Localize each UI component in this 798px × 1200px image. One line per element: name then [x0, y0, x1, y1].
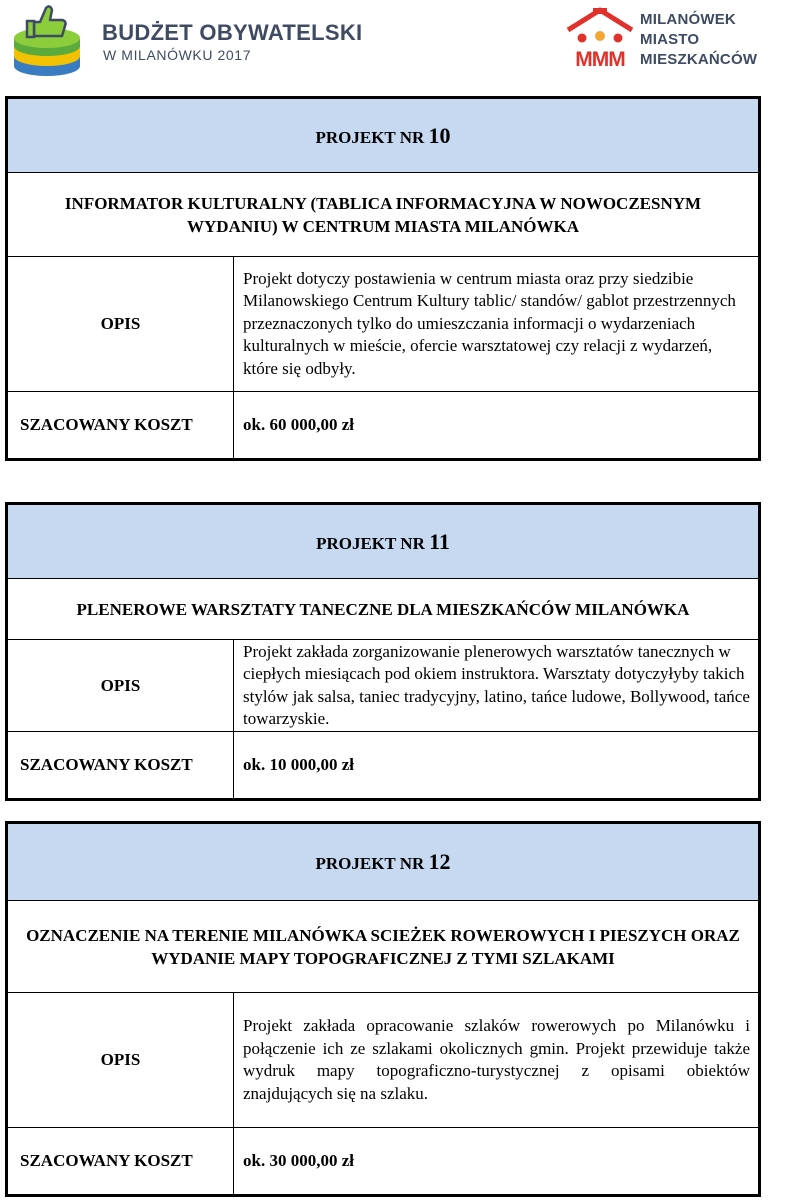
project-description: Projekt dotyczy postawienia w centrum miasta oraz przy siedzibie Milanowskiego Centrum Kultury tablic/ standów/ gablot przestrzennych przeznaczonych tylko do umieszczania informacji o wydarzeniach kulturalnych w mieście, ofercie warsztatowej czy relacji z wydarzeń, które się odbyły. — [234, 257, 760, 392]
project-cost: ok. 10 000,00 zł — [234, 732, 760, 800]
project-number: 10 — [428, 122, 451, 148]
project-number: 11 — [429, 528, 450, 554]
project-header — [7, 98, 760, 173]
project-title: OZNACZENIE NA TERENIE MILANÓWKA SCIEŻEK ROWEROWYCH I PIESZYCH ORAZ WYDANIE MAPY TOPOGRAFICZNEJ Z TYMI SZLAKAMI — [7, 901, 760, 993]
description-label: OPIS — [7, 993, 234, 1128]
cost-label: SZACOWANY KOSZT — [7, 732, 234, 800]
project-header — [7, 823, 760, 901]
cost-label: SZACOWANY KOSZT — [7, 1128, 234, 1196]
project-prefix: PROJEKT NR — [315, 854, 425, 873]
project-title: PLENEROWE WARSZTATY TANECZNE DLA MIESZKAŃCÓW MILANÓWKA — [7, 579, 760, 640]
description-label: OPIS — [7, 640, 234, 732]
project-prefix: PROJEKT NR — [316, 533, 425, 553]
logo-line-mieszkancow: MIESZKAŃCÓW — [640, 51, 758, 68]
mmm-mark: MMM — [575, 48, 625, 70]
project-number: 12 — [428, 849, 451, 874]
project-description: Projekt zakłada opracowanie szlaków rowerowych po Milanówku i połączenie ich ze szlakami okolicznych gmin. Projekt przewiduje także wydruk mapy topograficzno-turystycznej z opisami obiektów znajdujących się na szlaku. — [234, 993, 760, 1128]
project-description: Projekt zakłada zorganizowanie plenerowych warsztatów tanecznych w ciepłych miesiącach pod okiem instruktora. Warsztaty dotyczyłyby takich stylów jak salsa, taniec tradycyjny, latino, tańce ludowe, Bollywood, tańce towarzyskie. — [234, 640, 760, 732]
house-with-family-mmm-icon — [564, 6, 636, 70]
page-header — [0, 0, 798, 90]
logo-line-milanowek: MILANÓWEK — [640, 11, 736, 28]
cost-label: SZACOWANY KOSZT — [7, 392, 234, 460]
logo-line-miasto: MIASTO — [640, 31, 700, 48]
project-table-10 — [5, 96, 761, 461]
project-cost: ok. 60 000,00 zł — [234, 392, 760, 460]
project-header — [7, 504, 760, 579]
description-label: OPIS — [7, 257, 234, 392]
logo-title: BUDŻET OBYWATELSKI — [102, 20, 363, 45]
project-prefix: PROJEKT NR — [315, 127, 425, 147]
project-table-11 — [5, 502, 761, 801]
thumbs-up-stack-icon — [12, 0, 84, 80]
project-table-12 — [5, 821, 761, 1197]
milanowek-miasto-mieszkancow-logo — [564, 6, 764, 76]
project-title: INFORMATOR KULTURALNY (TABLICA INFORMACYJNA W NOWOCZESNYM WYDANIU) W CENTRUM MIASTA MILANÓWKA — [7, 173, 760, 257]
logo-subtitle: W MILANÓWKU 2017 — [103, 47, 252, 63]
project-cost: ok. 30 000,00 zł — [234, 1128, 760, 1196]
budzet-obywatelski-logo — [12, 0, 363, 80]
